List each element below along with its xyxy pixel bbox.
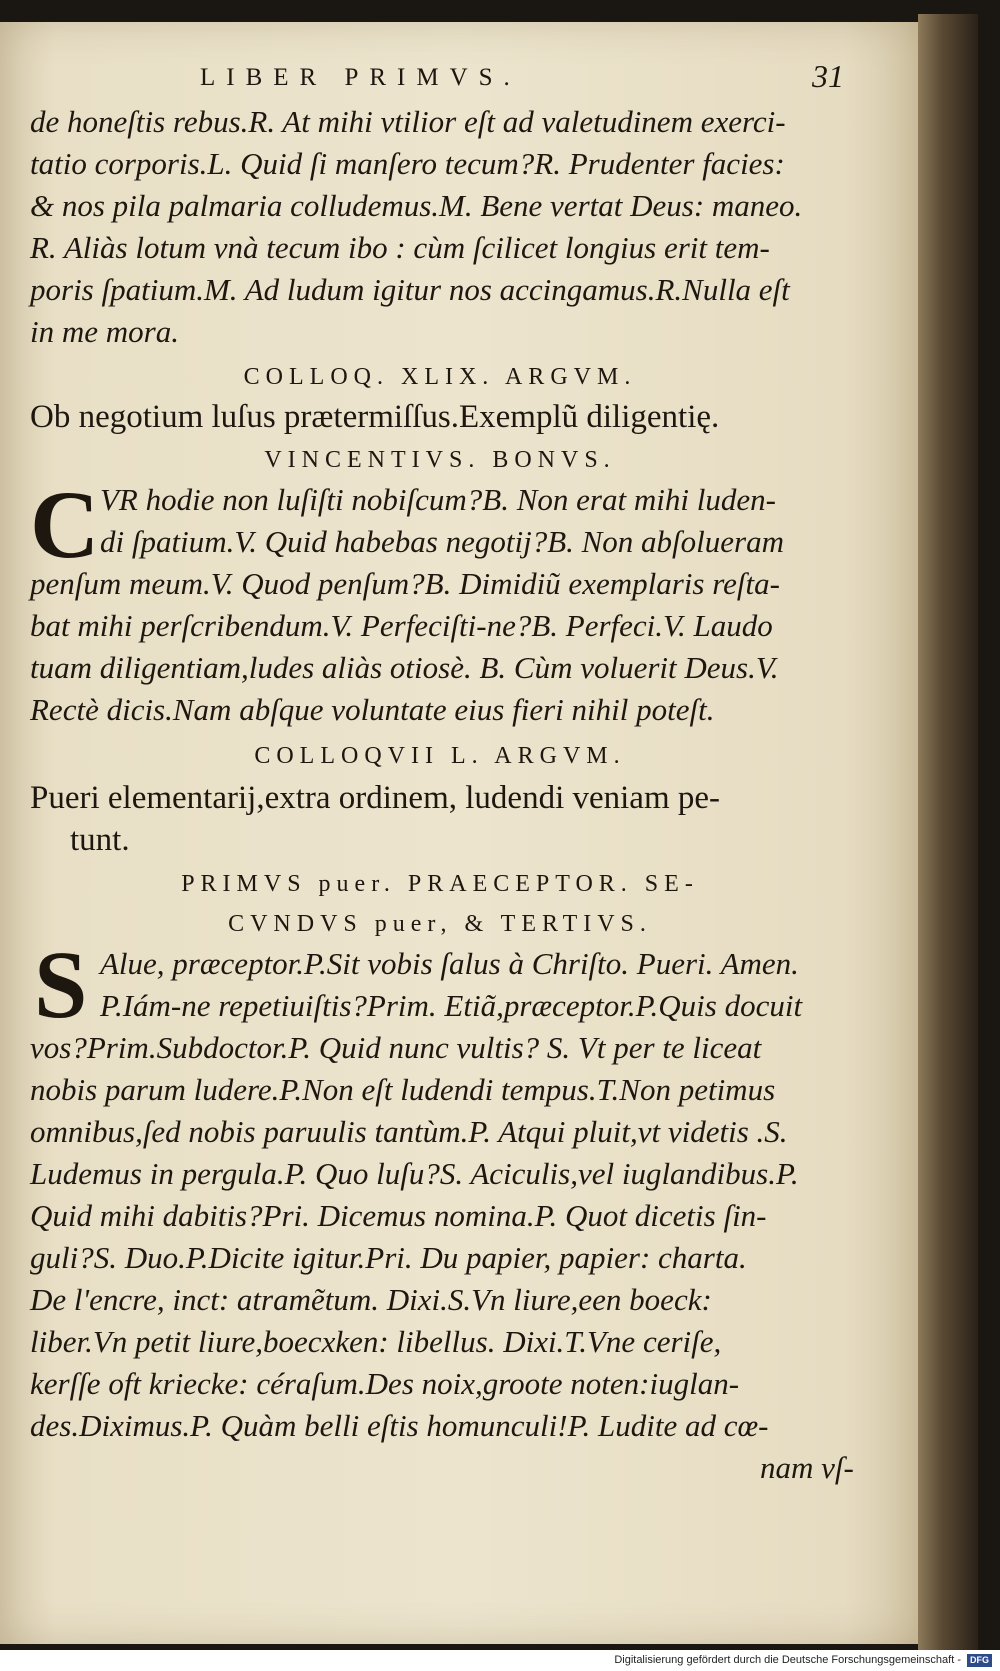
speakers-heading: VINCENTIVS. BONVS. — [264, 447, 616, 473]
text-line: tuam diligentiam,ludes aliàs otiosè. B. Cùm voluerit Deus.V. — [30, 650, 779, 685]
text-line: in me mora. — [30, 314, 179, 349]
text-line: Quid mihi dabitis?Pri. Dicemus nomina.P. Quot dicetis ſin- — [30, 1198, 767, 1233]
text-line: De l'encre, inct: atramẽtum. Dixi.S.Vn liure,een boeck: — [30, 1282, 712, 1317]
book-page — [0, 22, 918, 1644]
text-line: Alue, præceptor.P.Sit vobis ſalus à Chriſto. Pueri. Amen. — [100, 946, 799, 981]
text-line: de honeſtis rebus.R. At mihi vtilior eſt ad valetudinem exerci- — [30, 104, 786, 139]
text-line: di ſpatium.V. Quid habebas negotij?B. Non abſolueram — [100, 524, 784, 559]
speakers-heading: PRIMVS puer. PRAECEPTOR. SE- — [181, 871, 699, 897]
text-line: guli?S. Duo.P.Dicite igitur.Pri. Du papier, papier: charta. — [30, 1240, 747, 1275]
text-line: nobis parum ludere.P.Non eſt ludendi tempus.T.Non petimus — [30, 1072, 776, 1107]
argument-line: Ob negotium luſus prætermiſſus.Exemplũ diligentię. — [30, 399, 720, 435]
text-line: liber.Vn petit liure,boecxken: libellus. Dixi.T.Vne ceriſe, — [30, 1324, 722, 1359]
text-line: poris ſpatium.M. Ad ludum igitur nos accingamus.R.Nulla eſt — [30, 272, 790, 307]
section-heading: COLLOQVII L. ARGVM. — [254, 743, 626, 769]
dfg-logo: DFG — [967, 1654, 992, 1667]
argument-line: Pueri elementarij,extra ordinem, ludendi veniam pe- — [30, 780, 721, 816]
text-line: VR hodie non luſiſti nobiſcum?B. Non erat mihi luden- — [100, 482, 776, 517]
text-line: tatio corporis.L. Quid ſi manſero tecum?R. Prudenter facies: — [30, 146, 785, 181]
text-line: penſum meum.V. Quod penſum?B. Dimidiũ exemplaris reſta- — [30, 566, 780, 601]
argument-line: tunt. — [70, 822, 130, 858]
text-line: & nos pila palmaria colludemus.M. Bene vertat Deus: maneo. — [30, 188, 803, 223]
section-heading: COLLOQ. XLIX. ARGVM. — [243, 364, 637, 390]
text-line: kerſſe oft krieckе: céraſum.Des noix,groote noten:iuglan- — [30, 1366, 740, 1401]
page-number: 31 — [812, 58, 844, 94]
credit-text: Digitalisierung gefördert durch die Deutsche Forschungsgemeinschaft - — [614, 1654, 961, 1666]
text-line: vos?Prim.Subdoctor.P. Quid nunc vultis? S. Vt per te liceat — [30, 1030, 762, 1065]
text-line: des.Diximus.P. Quàm belli eſtis homunculi!P. Ludite ad cœ- — [30, 1408, 769, 1443]
text-line: omnibus,ſed nobis paruulis tantùm.P. Atqui pluit,vt videtis .S. — [30, 1114, 788, 1149]
text-line: R. Aliàs lotum vnà tecum ibo : cùm ſcilicet longius erit tem- — [30, 230, 770, 265]
text-line: bat mihi perſcribendum.V. Perfeciſti-ne?B. Perfeci.V. Laudo — [30, 608, 773, 643]
digitization-credit — [0, 1650, 1000, 1671]
text-line: P.Iám-ne repetiuiſtis?Prim. Etiã,præceptor.P.Quis docuit — [100, 988, 803, 1023]
running-head: LIBER PRIMVS. — [200, 64, 521, 91]
drop-cap-s: S — [34, 931, 88, 1038]
text-line: Rectè dicis.Nam abſque voluntate eius fieri nihil poteſt. — [30, 692, 715, 727]
text-line: Ludemus in pergula.P. Quo luſu?S. Aciculis,vel iuglandibus.P. — [30, 1156, 799, 1191]
speakers-heading: CVNDVS puer, & TERTIVS. — [228, 911, 652, 937]
catchword: nam vſ- — [760, 1450, 854, 1485]
drop-cap-c: C — [30, 471, 100, 578]
page-text — [0, 22, 918, 1644]
